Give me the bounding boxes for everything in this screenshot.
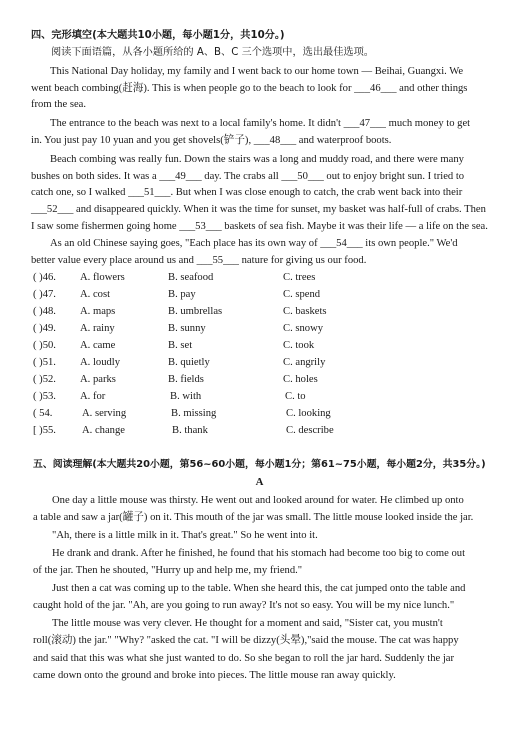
option-b: B. sunny [168,323,206,334]
option-a: A. maps [80,306,116,317]
passage-line: This National Day holiday, my family and I went back to our home town — Beihai, Guangxi. We [50,66,464,77]
passage-line: As an old Chinese saying goes, "Each place has its own way of ___54___ its own people." We'd [50,238,458,249]
option-b: B. thank [172,425,208,436]
option-b: B. seafood [168,272,214,283]
question-number: ( )53. [33,391,56,402]
part-label: A [255,476,264,488]
option-a: A. loudly [80,357,121,368]
passage-line: better value every place around us and ___55___ nature for giving us our food. [31,255,367,266]
option-b: B. pay [168,289,196,300]
section4-title: 四、完形填空(本大题共10小题，每小题1分，共10分。) [31,30,285,41]
option-b: B. missing [171,408,217,419]
passage-line: roll(滚动) the jar." "Why? "asked the cat. "I will be dizzy(头晕),"said the mouse. The cat was happy [33,635,459,646]
option-b: B. umbrellas [168,306,223,317]
option-a: A. parks [80,374,116,385]
option-b: B. fields [168,374,204,385]
passage-line: went beach combing(赶海). This is when people go to the beach to look for ___46___ and other things [31,83,468,94]
option-c: C. snowy [283,323,324,334]
question-number: ( )49. [33,323,56,334]
passage-line: catch one, so I walked ___51___. But when I was close enough to catch, the crab went back into their [31,187,463,198]
passage-line: of the jar. Then he shouted, "Hurry up and help me, my friend." [33,565,303,576]
passage-line: Just then a cat was coming up to the table. When she heard this, the cat jumped onto the table and [52,583,466,594]
passage-line: from the sea. [31,99,87,110]
question-number: ( )52. [33,374,56,385]
option-c: C. spend [283,289,321,300]
question-number: ( )48. [33,306,56,317]
option-a: A. serving [82,408,127,419]
option-b: B. quietly [168,357,210,368]
option-a: A. came [80,340,116,351]
passage-line: caught hold of the jar. "Ah, are you going to run away? It's not so easy. You will be my nice lunch." [33,600,455,611]
option-c: C. took [283,340,315,351]
passage-line: He drank and drank. After he finished, he found that his stomach had become too big to come out [52,548,466,559]
question-number: ( )50. [33,340,56,351]
passage-line: The entrance to the beach was next to a local family's home. It didn't ___47___ much money to get [50,118,471,129]
passage-line: and said that this was what she just wanted to do. So she began to roll the jar hard. Suddenly the jar [33,653,455,664]
question-number: ( 54. [33,408,53,419]
option-c: C. describe [286,425,334,436]
option-c: C. to [285,391,306,402]
option-c: C. trees [283,272,316,283]
option-c: C. baskets [283,306,327,317]
passage-line: One day a little mouse was thirsty. He went out and looked around for water. He climbed up onto [52,495,464,506]
passage-line: "Ah, there is a little milk in it. That's great." So he went into it. [52,530,318,541]
question-number: ( )51. [33,357,56,368]
passage-line: The little mouse was very clever. He thought for a moment and said, "Sister cat, you mustn't [52,618,443,629]
question-number: ( )46. [33,272,56,283]
option-a: A. change [82,425,125,436]
passage-line: came down onto the ground and broke into pieces. The little mouse ran away quickly. [33,670,396,681]
passage-line: a table and saw a jar(罐子) on it. This mouth of the jar was small. The little mouse looked inside the jar. [33,512,474,523]
passage-line: ___52___ and disappeared quickly. When it was the time for sunset, my basket was half-full of crabs. Then [31,204,486,215]
option-a: A. for [80,391,106,402]
option-a: A. cost [80,289,111,300]
passage-line: in. You just pay 10 yuan and you get shovels(铲子), ___48___ and waterproof boots. [31,135,392,146]
option-a: A. flowers [80,272,125,283]
passage-line: Beach combing was really fun. Down the stairs was a long and muddy road, and there were many [50,154,464,165]
option-b: B. with [170,391,202,402]
option-c: C. angrily [283,357,326,368]
question-number: ( )47. [33,289,56,300]
option-c: C. looking [286,408,331,419]
section4-instruction: 阅读下面语篇，从各小题所给的 A、B、C 三个选项中，选出最佳选项。 [51,47,374,58]
passage-line: bushes on both sides. It was a ___49___ day. The crabs all ___50___ out to enjoy bright sun. I tried to [31,171,465,182]
option-a: A. rainy [80,323,115,334]
option-c: C. holes [283,374,318,385]
section5-title: 五、阅读理解(本大题共20小题，第56~60小题，每小题1分；第61~75小题，每小题2分，共35分。) [33,459,486,470]
passage-line: I saw some fishermen going home ___53___ baskets of sea fish. Maybe it was their life — a life on the sea. [31,221,488,232]
question-number: [ )55. [33,425,56,436]
option-b: B. set [168,340,193,351]
